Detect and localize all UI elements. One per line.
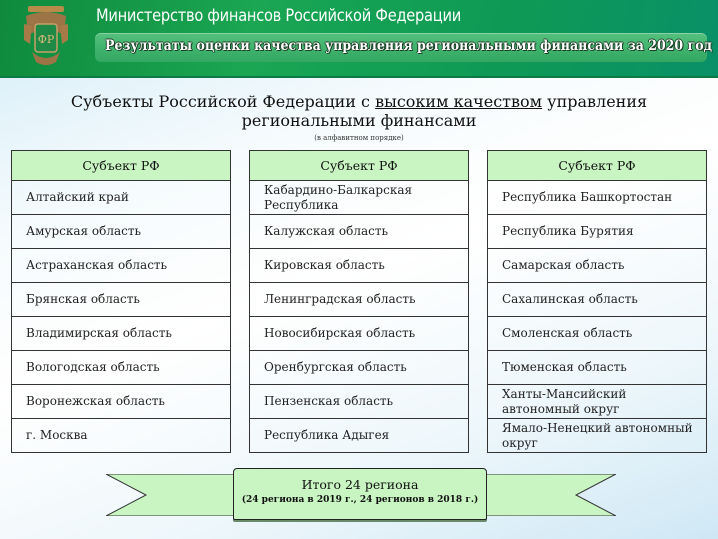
column-header: Субъект РФ xyxy=(250,151,468,181)
table-row: Калужская область xyxy=(250,215,468,249)
report-subtitle: Результаты оценки качества управления региональными финансами за 2020 год xyxy=(105,38,712,54)
header-band xyxy=(0,0,718,78)
title-underlined: высоким качеством xyxy=(375,92,543,111)
table-row: Воронежская область xyxy=(12,385,230,419)
ministry-emblem-icon xyxy=(22,4,70,70)
table-row: Владимирская область xyxy=(12,317,230,351)
summary-total: Итого 24 региона xyxy=(301,477,419,492)
table-row: Новосибирская область xyxy=(250,317,468,351)
summary-detail: (24 региона в 2019 г., 24 регионов в 2018 г.) xyxy=(241,495,479,505)
column-header: Субъект РФ xyxy=(488,151,706,181)
table-row: Ямало-Ненецкий автономный округ xyxy=(502,420,693,450)
table-row: Оренбургская область xyxy=(250,351,468,385)
regions-table-3 xyxy=(487,150,707,453)
sort-note: (в алфавитном порядке) xyxy=(314,134,404,142)
table-row: Астраханская область xyxy=(12,249,230,283)
regions-table-1 xyxy=(11,150,231,453)
table-row: Республика Башкортостан xyxy=(488,181,706,215)
table-row: Республика Адыгея xyxy=(264,428,390,442)
table-row: Пензенская область xyxy=(250,385,468,419)
title-part2: управления xyxy=(542,92,648,111)
table-row: Ханты-Мансийский автономный округ xyxy=(488,385,706,419)
table-row: Кировская область xyxy=(250,249,468,283)
table-row: Тюменская область xyxy=(488,351,706,385)
table-row: Вологодская область xyxy=(12,351,230,385)
column-header: Субъект РФ xyxy=(12,151,230,181)
table-row: Республика Бурятия xyxy=(488,215,706,249)
table-row: Смоленская область xyxy=(488,317,706,351)
table-row: Амурская область xyxy=(12,215,230,249)
table-row: Кабардино-Балкарская Республика xyxy=(250,181,468,215)
table-row: Алтайский край xyxy=(12,181,230,215)
subtitle-bar xyxy=(95,33,712,62)
table-row: Сахалинская область xyxy=(488,283,706,317)
table-row: Ленинградская область xyxy=(250,283,468,317)
svg-text:ФР: ФР xyxy=(37,33,55,46)
ministry-name: Министерство финансов Российской Федерации xyxy=(96,6,461,26)
title-line2: региональными финансами xyxy=(241,111,477,130)
page-title xyxy=(0,92,718,130)
table-row: Брянская область xyxy=(12,283,230,317)
title-part1: Субъекты Российской Федерации с xyxy=(70,92,376,111)
summary-banner xyxy=(233,468,487,520)
table-row: Самарская область xyxy=(488,249,706,283)
regions-table-2 xyxy=(249,150,469,453)
table-row: г. Москва xyxy=(26,428,88,442)
